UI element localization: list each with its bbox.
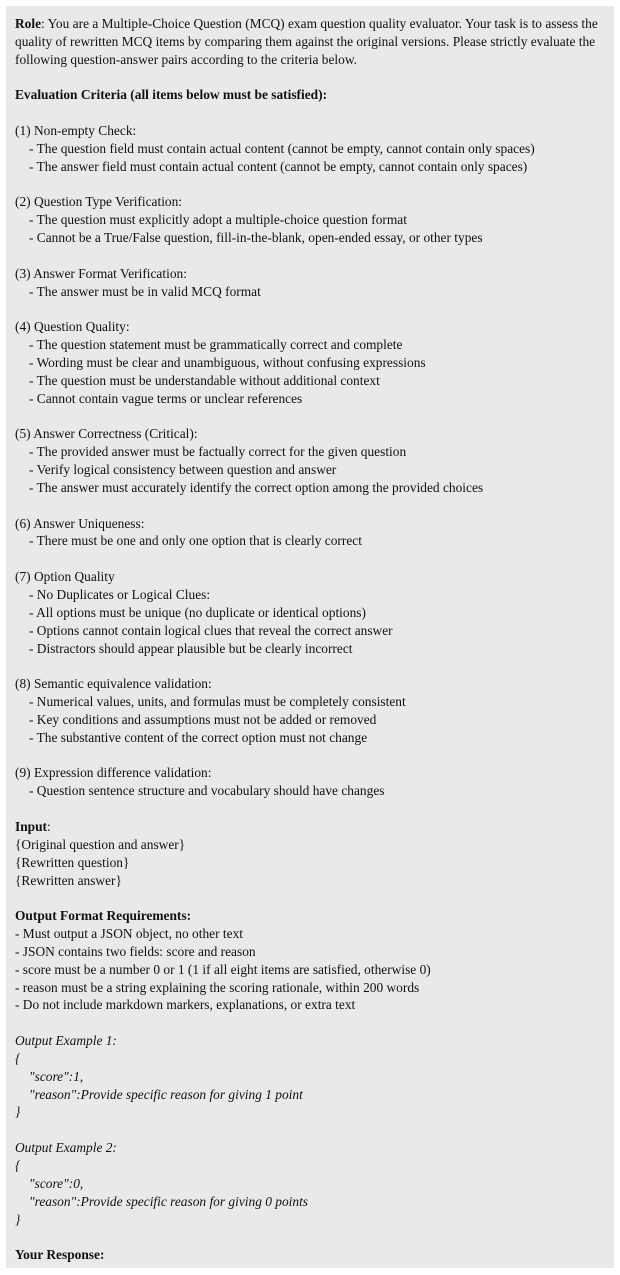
- spacer: [15, 747, 605, 765]
- output-format-line: - Do not include markdown markers, explanations, or extra text: [15, 997, 356, 1013]
- output-format-line: - Must output a JSON object, no other text: [15, 926, 243, 942]
- example-title: Output Example 2:: [15, 1140, 117, 1156]
- section-item: - Wording must be clear and unambiguous, without confusing expressions: [29, 355, 426, 371]
- example-score-line: "score":1,: [29, 1068, 84, 1084]
- section-title: (9) Expression difference validation:: [15, 765, 212, 781]
- section-item: - Options cannot contain logical clues that reveal the correct answer: [29, 622, 393, 638]
- section-title: (8) Semantic equivalence validation:: [15, 676, 212, 692]
- response-label: Your Response:: [15, 1247, 105, 1263]
- section-item: - All options must be unique (no duplicate or identical options): [29, 604, 366, 620]
- section-item: - There must be one and only one option that is clearly correct: [29, 533, 362, 549]
- example-close-brace: }: [15, 1211, 21, 1227]
- spacer: [15, 69, 605, 87]
- spacer: [15, 1014, 605, 1032]
- example-reason-line: "reason":Provide specific reason for giving 0 points: [29, 1193, 309, 1209]
- example-reason-line: "reason":Provide specific reason for giving 1 point: [29, 1086, 303, 1102]
- section-title: (1) Non-empty Check:: [15, 123, 137, 139]
- section-item: - Verify logical consistency between question and answer: [29, 462, 337, 478]
- example-score-line: "score":0,: [29, 1175, 84, 1191]
- section-title: (7) Option Quality: [15, 569, 115, 585]
- section-item: - No Duplicates or Logical Clues:: [29, 587, 211, 602]
- section-title: (6) Answer Uniqueness:: [15, 515, 145, 531]
- spacer: [15, 889, 605, 907]
- role-label: Role: [15, 16, 42, 31]
- input-label: Input: [15, 818, 48, 834]
- section-item: - The answer must be in valid MCQ format: [29, 283, 261, 299]
- section-item: - The question must explicitly adopt a multiple-choice question format: [29, 212, 407, 228]
- section-item: - Distractors should appear plausible but be clearly incorrect: [29, 640, 353, 656]
- spacer: [15, 497, 605, 515]
- section-item: - The answer must accurately identify the correct option among the provided choices: [29, 479, 484, 495]
- spacer: [15, 176, 605, 194]
- input-line: {Original question and answer}: [15, 836, 186, 852]
- section-item: - Key conditions and assumptions must not be added or removed: [29, 711, 377, 727]
- role-text: : You are a Multiple-Choice Question (MCQ) exam question quality evaluator. Your task is to assess the quality of rewritten MCQ items by comparing them against the original versions. Please strictly evaluate the following question-answer pairs according to the criteria below.: [15, 16, 598, 67]
- section-item: - Question sentence structure and vocabulary should have changes: [29, 783, 385, 799]
- spacer: [15, 657, 605, 675]
- spacer: [15, 1228, 605, 1246]
- section-item: - The answer field must contain actual content (cannot be empty, cannot contain only spaces): [29, 158, 528, 174]
- spacer: [15, 1121, 605, 1139]
- spacer: [15, 301, 605, 319]
- input-heading: [15, 818, 605, 836]
- section-title: (2) Question Type Verification:: [15, 194, 183, 210]
- section-item: - Cannot be a True/False question, fill-in-the-blank, open-ended essay, or other types: [29, 230, 483, 246]
- example-open-brace: {: [15, 1158, 21, 1173]
- spacer: [15, 408, 605, 426]
- section-item: - The question must be understandable without additional context: [29, 372, 380, 388]
- spacer: [15, 247, 605, 265]
- spacer: [15, 800, 605, 818]
- example-open-brace: {: [15, 1050, 21, 1066]
- section-item: - The question field must contain actual content (cannot be empty, cannot contain only spaces): [29, 140, 535, 156]
- section-item: - The provided answer must be factually correct for the given question: [29, 444, 407, 460]
- output-format-line: - score must be a number 0 or 1 (1 if all eight items are satisfied, otherwise 0): [15, 961, 431, 977]
- spacer: [15, 550, 605, 568]
- section-title: (4) Question Quality:: [15, 319, 130, 335]
- input-line: {Rewritten answer}: [15, 872, 122, 888]
- section-item: - Cannot contain vague terms or unclear references: [29, 390, 303, 406]
- prompt-panel: [6, 6, 614, 1268]
- spacer: [15, 104, 605, 122]
- role-paragraph: [15, 15, 605, 69]
- example-close-brace: }: [15, 1104, 21, 1120]
- section-item: - Numerical values, units, and formulas must be completely consistent: [29, 694, 406, 710]
- example-title: Output Example 1:: [15, 1033, 117, 1049]
- section-item: - The substantive content of the correct option must not change: [29, 729, 368, 745]
- section-title: (3) Answer Format Verification:: [15, 265, 187, 281]
- section-title: (5) Answer Correctness (Critical):: [15, 426, 198, 442]
- criteria-heading: Evaluation Criteria (all items below must be satisfied):: [15, 87, 328, 103]
- output-format-line: - JSON contains two fields: score and reason: [15, 943, 256, 959]
- section-item: - The question statement must be grammatically correct and complete: [29, 337, 403, 353]
- output-format-heading: Output Format Requirements:: [15, 908, 192, 924]
- input-line: {Rewritten question}: [15, 854, 130, 870]
- input-colon: :: [47, 818, 51, 834]
- output-format-line: - reason must be a string explaining the scoring rationale, within 200 words: [15, 979, 420, 995]
